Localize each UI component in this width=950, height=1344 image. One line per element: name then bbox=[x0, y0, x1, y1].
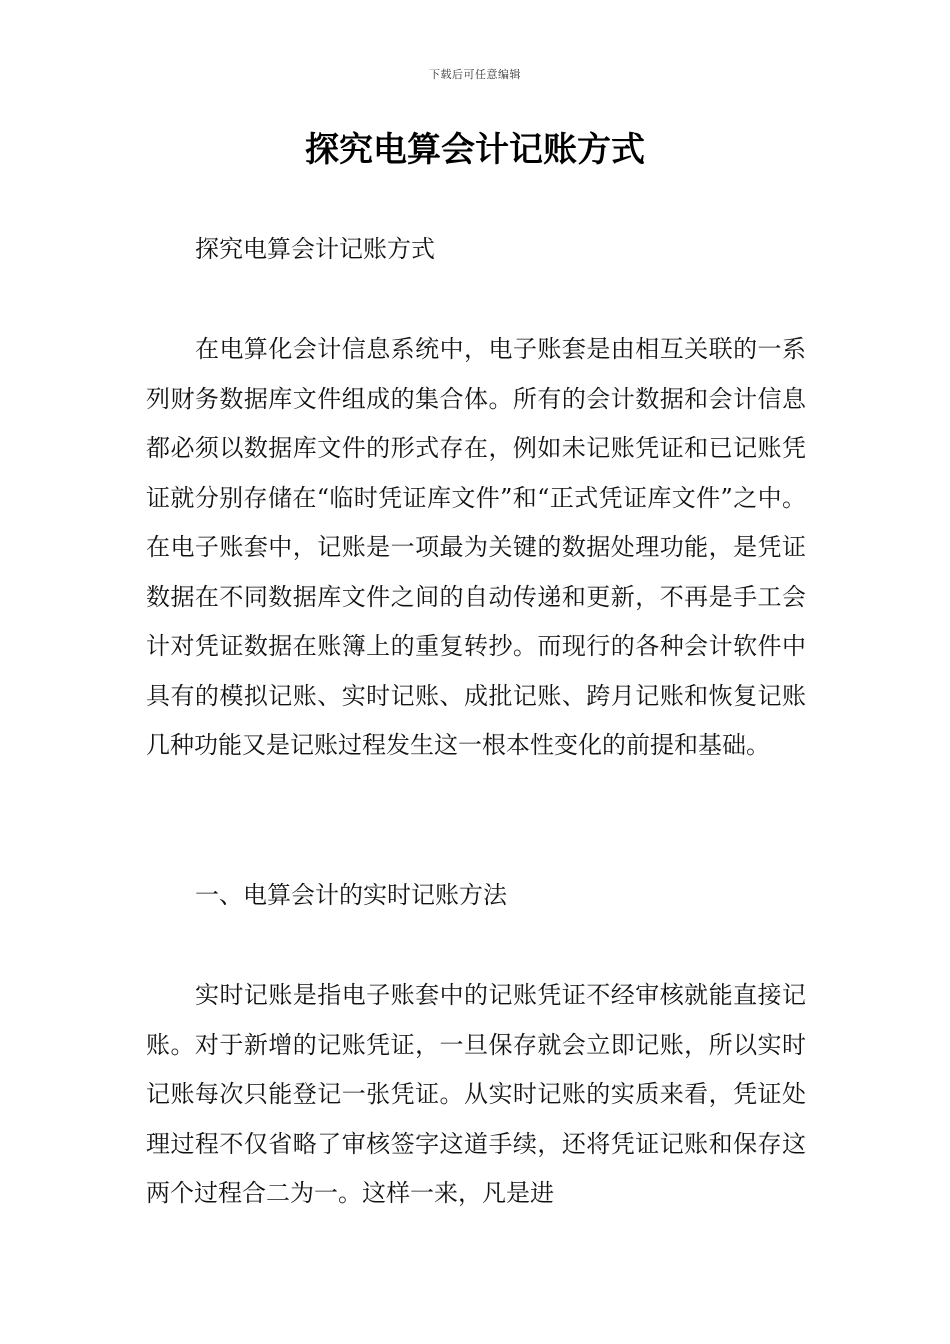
document-title: 探究电算会计记账方式 bbox=[305, 130, 645, 170]
section-paragraph: 实时记账是指电子账套中的记账凭证不经审核就能直接记账。对于新增的记账凭证，一旦保存就会立即记账，所以实时记账每次只能登记一张凭证。从实时记账的实质来看，凭证处理过程不仅省略了审核签字这道手续，还将凭证记账和保存这两个过程合二为一。这样一来，凡是进 bbox=[146, 981, 806, 1207]
header-note: 下载后可任意编辑 bbox=[429, 68, 521, 81]
document-subtitle: 探究电算会计记账方式 bbox=[195, 235, 435, 263]
intro-paragraph: 在电算化会计信息系统中，电子账套是由相互关联的一系列财务数据库文件组成的集合体。所有的会计数据和会计信息都必须以数据库文件的形式存在，例如未记账凭证和已记账凭证就分别存储在“临时凭证库文件”和“正式凭证库文件”之中。在电子账套中，记账是一项最为关键的数据处理功能，是凭证数据在不同数据库文件之间的自动传递和更新，不再是手工会计对凭证数据在账簿上的重复转抄。而现行的各种会计软件中具有的模拟记账、实时记账、成批记账、跨月记账和恢复记账几种功能又是记账过程发生这一根本性变化的前提和基础。 bbox=[146, 335, 806, 759]
section-heading: 一、电算会计的实时记账方法 bbox=[195, 881, 507, 909]
